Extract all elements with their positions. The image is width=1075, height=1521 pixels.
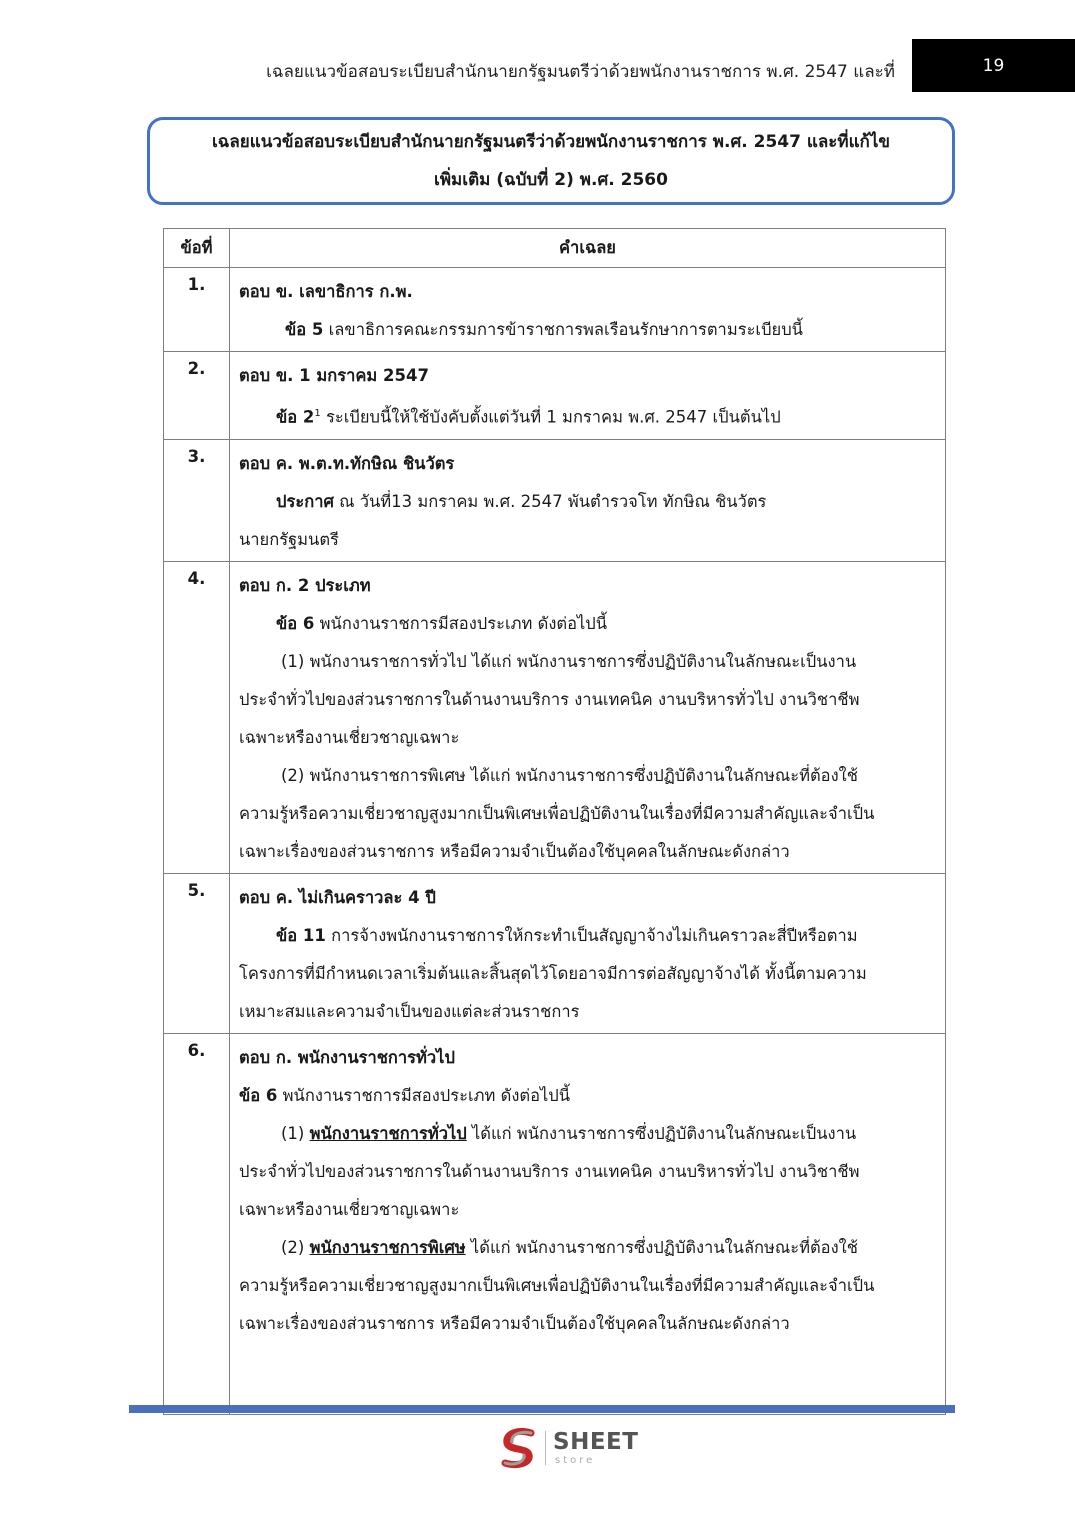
explanation-line — [239, 1115, 937, 1153]
column-header-answer: คำเฉลย — [230, 229, 946, 268]
clause-text: พนักงานราชการมีสองประเภท ดังต่อไปนี้ — [277, 1085, 571, 1105]
logo-divider — [545, 1431, 546, 1465]
page-number: 19 — [912, 39, 1075, 92]
answer-line: ตอบ ค. ไม่เกินคราวละ 4 ปี — [239, 887, 436, 907]
explanation-line: โครงการที่มีกำหนดเวลาเริ่มต้นและสิ้นสุดไว้โดยอาจมีการต่อสัญญาจ้างได้ ทั้งนี้ตามความ — [239, 963, 867, 983]
explanation-line: เฉพาะเรื่องของส่วนราชการ หรือมีความจำเป็นต้องใช้บุคคลในลักษณะดังกล่าว — [239, 1313, 790, 1333]
answer-line: ตอบ ก. พนักงานราชการทั่วไป — [239, 1047, 455, 1067]
answer-line: ตอบ ข. 1 มกราคม 2547 — [239, 366, 429, 385]
column-header-num: ข้อที่ — [164, 229, 230, 268]
explanation-line: เฉพาะเรื่องของส่วนราชการ หรือมีความจำเป็นต้องใช้บุคคลในลักษณะดังกล่าว — [239, 841, 790, 861]
explanation-line — [239, 1077, 937, 1115]
row-number: 6. — [164, 1033, 230, 1414]
running-header: เฉลยแนวข้อสอบระเบียบสำนักนายกรัฐมนตรีว่าด้วยพนักงานราชการ พ.ศ. 2547 และที่ — [266, 62, 895, 82]
explanation-line: (2) พนักงานราชการพิเศษ ได้แก่ พนักงานราชการซึ่งปฏิบัติงานในลักษณะที่ต้องใช้ — [281, 765, 858, 785]
table-row — [164, 439, 946, 561]
row-answer-cell — [230, 352, 946, 440]
title-box — [147, 117, 955, 205]
clause-text: การจ้างพนักงานราชการให้กระทำเป็นสัญญาจ้างไม่เกินคราวละสี่ปีหรือตาม — [325, 925, 858, 945]
title-line-1: เฉลยแนวข้อสอบระเบียบสำนักนายกรัฐมนตรีว่าด้วยพนักงานราชการ พ.ศ. 2547 และที่แก้ไข — [211, 132, 890, 152]
explanation-line — [239, 605, 937, 643]
clause-ref: ข้อ 11 — [276, 925, 326, 945]
row-number: 2. — [164, 352, 230, 440]
item-number: (1) — [281, 1123, 310, 1143]
explanation-line: ความรู้หรือความเชี่ยวชาญสูงมากเป็นพิเศษเพื่อปฏิบัติงานในเรื่องที่มีความสำคัญและจำเป็น — [239, 803, 875, 823]
clause-text: ณ วันที่13 มกราคม พ.ศ. 2547 พันตำรวจโท ทักษิณ ชินวัตร — [333, 491, 767, 511]
footer-bar — [129, 1405, 955, 1413]
explanation-line: เฉพาะหรืองานเชี่ยวชาญเฉพาะ — [239, 1199, 460, 1219]
row-answer-cell — [230, 1033, 946, 1414]
explanation-line — [239, 395, 937, 437]
table-row — [164, 268, 946, 352]
answer-line: ตอบ ก. 2 ประเภท — [239, 575, 371, 595]
clause-text: พนักงานราชการมีสองประเภท ดังต่อไปนี้ — [314, 613, 608, 633]
item-number: (2) — [281, 1237, 310, 1257]
explanation-line: (1) พนักงานราชการทั่วไป ได้แก่ พนักงานราชการซึ่งปฏิบัติงานในลักษณะเป็นงาน — [281, 651, 857, 671]
table-row — [164, 352, 946, 440]
clause-ref: ข้อ 5 — [285, 320, 324, 339]
table-header-row — [164, 229, 946, 268]
row-answer-cell — [230, 268, 946, 352]
clause-text: ได้แก่ พนักงานราชการซึ่งปฏิบัติงานในลักษณะเป็นงาน — [466, 1123, 857, 1143]
explanation-line: ประจำทั่วไปของส่วนราชการในด้านงานบริการ งานเทคนิค งานบริหารทั่วไป งานวิชาชีพ — [239, 1161, 860, 1181]
explanation-line — [239, 483, 937, 521]
clause-text: ได้แก่ พนักงานราชการซึ่งปฏิบัติงานในลักษณะที่ต้องใช้ — [465, 1237, 858, 1257]
answer-table — [163, 228, 946, 1415]
title-line-2: เพิ่มเติม (ฉบับที่ 2) พ.ศ. 2560 — [434, 170, 668, 190]
sheet-store-s-logo-icon — [497, 1425, 543, 1471]
explanation-line: เหมาะสมและความจำเป็นของแต่ละส่วนราชการ — [239, 1001, 580, 1021]
clause-ref: ข้อ 6 — [239, 1085, 278, 1105]
answer-line: ตอบ ค. พ.ต.ท.ทักษิณ ชินวัตร — [239, 453, 455, 473]
answer-line: ตอบ ข. เลขาธิการ ก.พ. — [239, 282, 413, 301]
explanation-line: เฉพาะหรืองานเชี่ยวชาญเฉพาะ — [239, 727, 460, 747]
logo-word: SHEET — [553, 1429, 639, 1455]
emphasized-term: พนักงานราชการทั่วไป — [309, 1123, 467, 1143]
explanation-line: ความรู้หรือความเชี่ยวชาญสูงมากเป็นพิเศษเพื่อปฏิบัติงานในเรื่องที่มีความสำคัญและจำเป็น — [239, 1275, 875, 1295]
clause-text: ระเบียบนี้ให้ใช้บังคับตั้งแต่วันที่ 1 มกราคม พ.ศ. 2547 เป็นต้นไป — [320, 407, 781, 427]
row-number: 4. — [164, 561, 230, 873]
row-answer-cell — [230, 561, 946, 873]
footnote-marker: 1 — [314, 408, 321, 419]
emphasized-term: พนักงานราชการพิเศษ — [309, 1237, 466, 1257]
clause-ref: ข้อ 6 — [276, 613, 315, 633]
explanation-line — [239, 917, 937, 955]
row-number: 3. — [164, 439, 230, 561]
explanation-line — [239, 311, 937, 349]
table-row — [164, 1033, 946, 1414]
explanation-line: นายกรัฐมนตรี — [239, 529, 339, 549]
sheet-store-logo — [497, 1425, 647, 1471]
row-answer-cell — [230, 873, 946, 1033]
row-answer-cell — [230, 439, 946, 561]
table-row — [164, 873, 946, 1033]
table-row — [164, 561, 946, 873]
explanation-line: ประจำทั่วไปของส่วนราชการในด้านงานบริการ งานเทคนิค งานบริหารทั่วไป งานวิชาชีพ — [239, 689, 860, 709]
logo-subword: store — [555, 1455, 596, 1466]
clause-ref: ข้อ 2 — [276, 407, 315, 427]
row-number: 5. — [164, 873, 230, 1033]
clause-ref: ประกาศ — [276, 491, 334, 511]
explanation-line — [239, 1229, 937, 1267]
row-number: 1. — [164, 268, 230, 352]
clause-text: เลขาธิการคณะกรรมการข้าราชการพลเรือนรักษาการตามระเบียบนี้ — [323, 320, 803, 339]
